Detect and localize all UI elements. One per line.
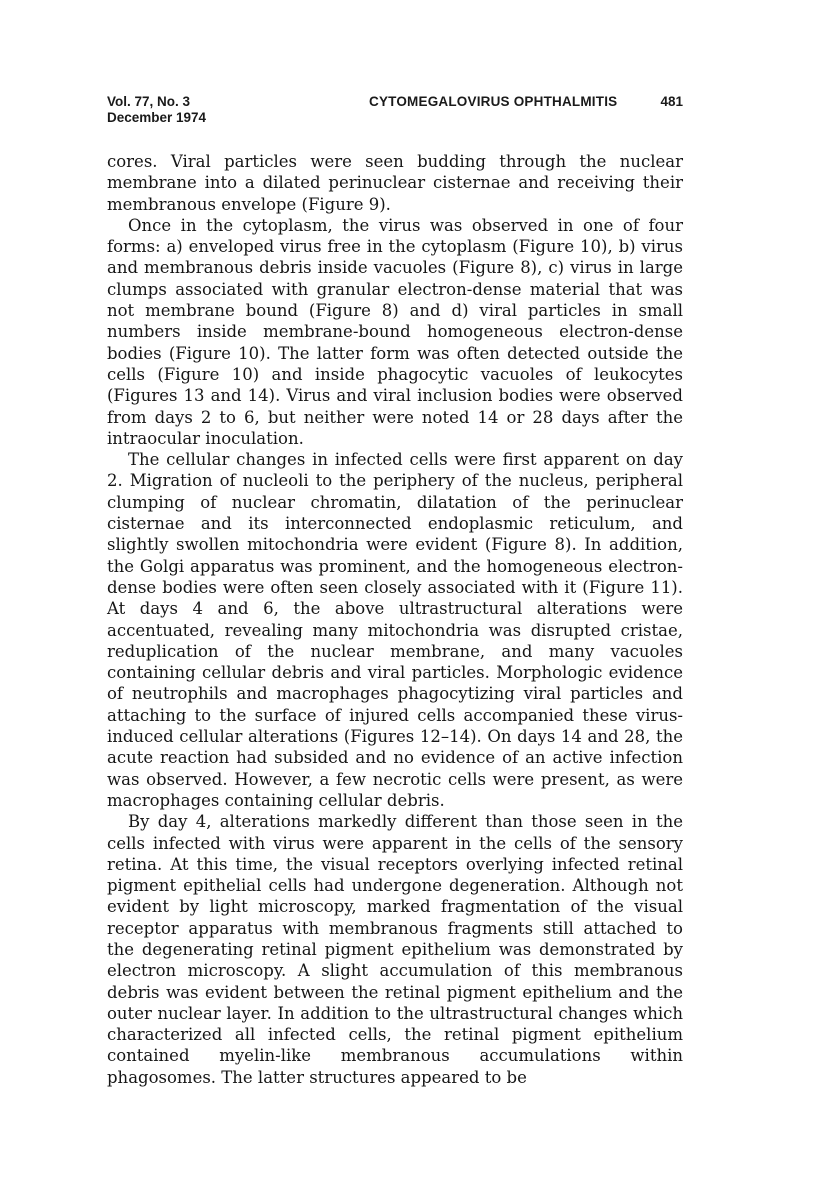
running-title: CYTOMEGALOVIRUS OPHTHALMITIS [369,94,618,109]
paragraph-4: By day 4, alterations markedly different than those seen in the cells infected with virus were apparent in the cells of the sensory retina. At this time, the visual receptors overlying infected retinal pigment epithelial cells had undergone degeneration. Although not evident by light microscopy, marked fragmentation of the visual receptor apparatus with membranous fragments still attached to the degenerating retinal pigment epithelium was demonstrated by electron microscopy. A slight accumulation of this membranous debris was evident between the retinal pigment epithelium and the outer nuclear layer. In addition to the ultrastructural changes which characterized all infected cells, the retinal pigment epithelium contained myelin-like membranous accumulations within phagosomes. The latter structures appeared to be [107,812,683,1087]
issue-date: December 1974 [107,110,207,125]
paragraph-3: The cellular changes in infected cells were first apparent on day 2. Migration of nucleoli to the periphery of the nucleus, peripheral clumping of nuclear chromatin, dilatation of the perinuclear cisternae and its interconnected endoplasmic reticulum, and slightly swollen mitochondria were evident (Figure 8). In addition, the Golgi apparatus was prominent, and the homogeneous electron-dense bodies were often seen closely associated with it (Figure 11). At days 4 and 6, the above ultrastructural alterations were accentuated, revealing many mitochondria was disrupted cristae, reduplication of the nuclear membrane, and many vacuoles containing cellular debris and viral particles. Morphologic evidence of neutrophils and macrophages phagocytizing viral particles and attaching to the surface of injured cells accompanied these virus-induced cellular alterations (Figures 12–14). On days 14 and 28, the acute reaction had subsided and no evidence of an active infection was observed. However, a few necrotic cells were present, as were macrophages containing cellular debris. [107,450,683,810]
paragraph-2: Once in the cytoplasm, the virus was observed in one of four forms: a) enveloped virus free in the cytoplasm (Figure 10), b) virus and membranous debris inside vacuoles (Figure 8), c) virus in large clumps associated with granular electron-dense material that was not membrane bound (Figure 8) and d) viral particles in small numbers inside membrane-bound homogeneous electron-dense bodies (Figure 10). The latter form was often detected outside the cells (Figure 10) and inside phagocytic vacuoles of leukocytes (Figures 13 and 14). Virus and viral inclusion bodies were observed from days 2 to 6, but neither were noted 14 or 28 days after the intraocular inoculation. [107,215,683,448]
journal-issue-info [107,94,206,126]
running-header [107,94,683,130]
article-body [107,151,683,1088]
paragraph-1: cores. Viral particles were seen budding through the nuclear membrane into a dilated perinuclear cisternae and receiving their membranous envelope (Figure 9). [107,152,683,214]
page-number: 481 [660,94,683,109]
volume-number: Vol. 77, No. 3 [107,94,191,109]
